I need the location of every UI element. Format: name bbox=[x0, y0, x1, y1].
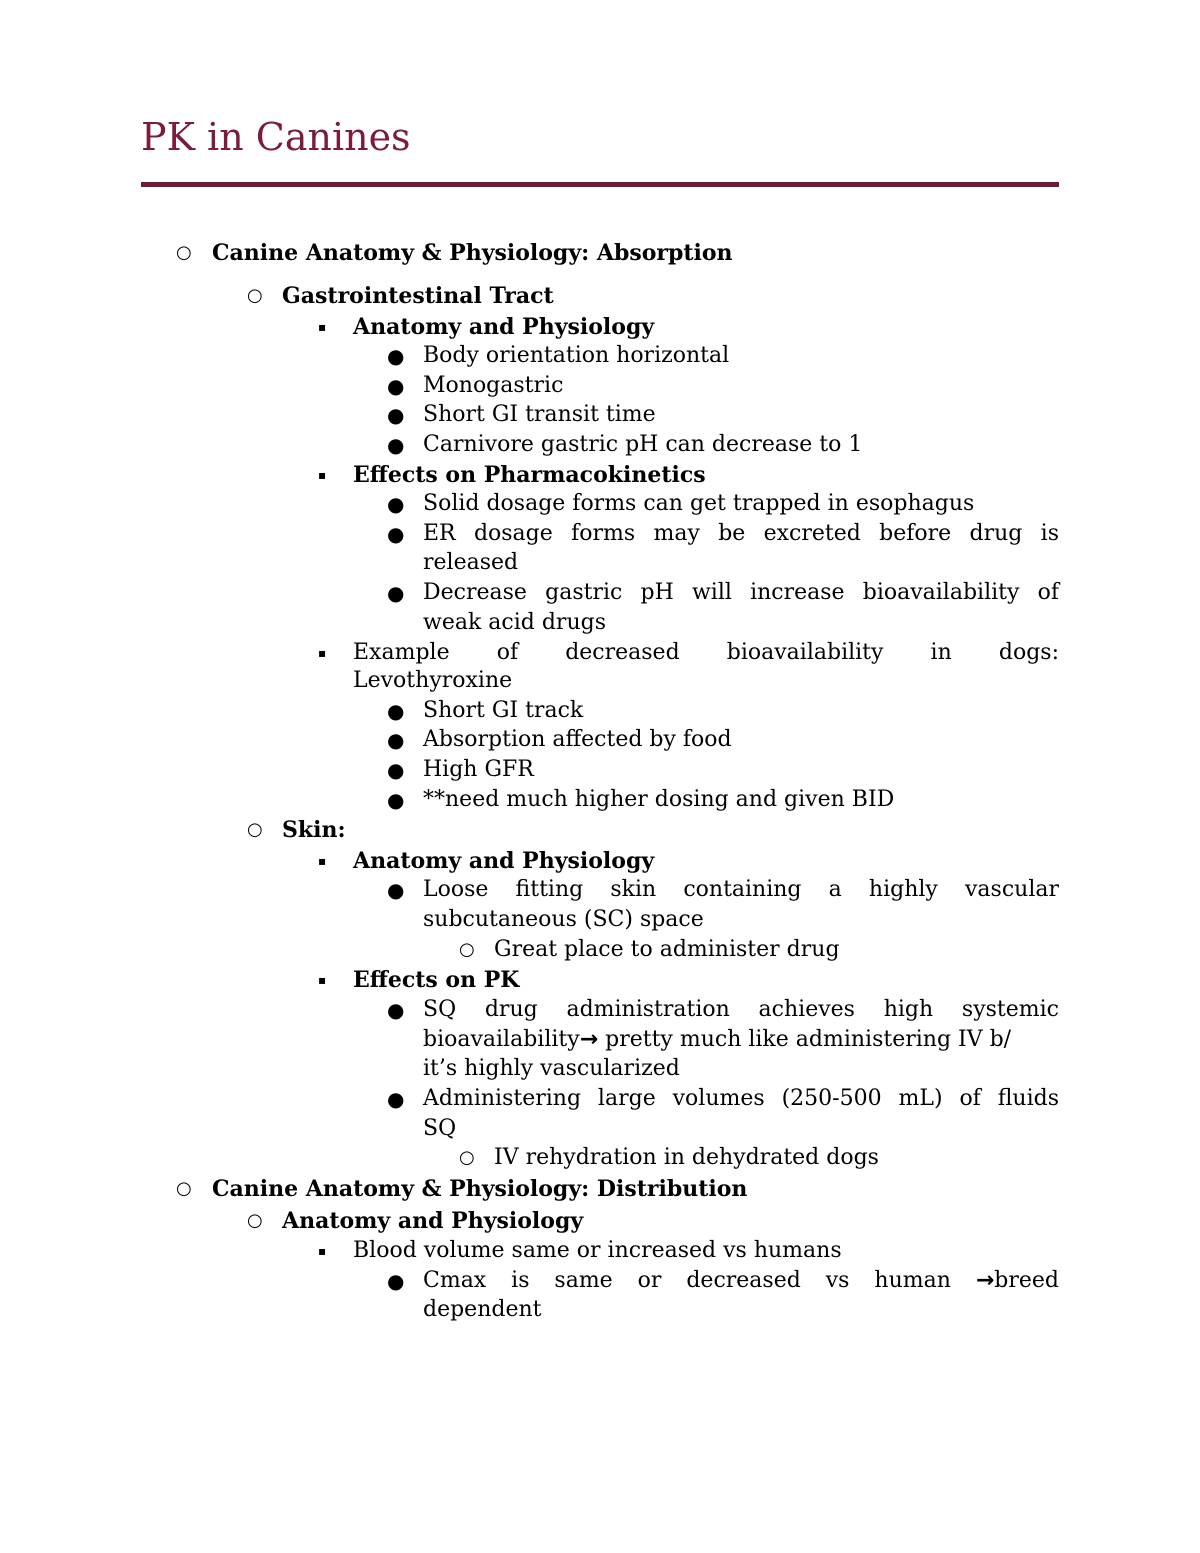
list-item-text: **need much higher dosing and given BID bbox=[423, 787, 895, 812]
circle-bullet-icon: ○ bbox=[247, 819, 263, 840]
list-item-text-part: pretty much like administering IV b/ bbox=[598, 1027, 1012, 1052]
round-bullet-icon: ● bbox=[387, 403, 405, 427]
list-item-text: Blood volume same or increased vs humans bbox=[353, 1238, 842, 1263]
title-divider bbox=[141, 182, 1059, 187]
list-item-text: Solid dosage forms can get trapped in esophagus bbox=[423, 491, 975, 516]
arrow-right-icon: → bbox=[975, 1268, 995, 1293]
list-item-text: Monogastric bbox=[423, 373, 564, 398]
list-item-text: ER dosage forms may be excreted before drug is bbox=[423, 521, 1059, 546]
circle-bullet-icon: ○ bbox=[459, 1147, 475, 1168]
list-item-text bbox=[423, 1266, 1059, 1296]
list-item-text: IV rehydration in dehydrated dogs bbox=[494, 1145, 879, 1170]
subheading-skin: Skin: bbox=[282, 817, 346, 843]
list-item-text: Decrease gastric pH will increase bioavailability of bbox=[423, 580, 1059, 605]
list-item-text-part: breed bbox=[994, 1268, 1059, 1293]
list-item-text: dependent bbox=[423, 1297, 542, 1322]
list-item-text-part: bioavailability bbox=[423, 1027, 580, 1052]
round-bullet-icon: ● bbox=[387, 433, 405, 457]
square-bullet-icon: ▪ bbox=[318, 973, 327, 987]
circle-bullet-icon: ○ bbox=[247, 285, 263, 306]
list-item-text: Absorption affected by food bbox=[423, 727, 732, 752]
subheading-gi-tract: Gastrointestinal Tract bbox=[282, 283, 554, 309]
list-item-text: Short GI transit time bbox=[423, 402, 656, 427]
subheading-anatomy-physiology: Anatomy and Physiology bbox=[353, 848, 655, 874]
list-item-text: Great place to administer drug bbox=[494, 937, 840, 962]
square-bullet-icon: ▪ bbox=[318, 854, 327, 868]
round-bullet-icon: ● bbox=[387, 1269, 405, 1293]
list-item-text: Short GI track bbox=[423, 698, 584, 723]
round-bullet-icon: ● bbox=[387, 522, 405, 546]
round-bullet-icon: ● bbox=[387, 728, 405, 752]
list-item-text: SQ bbox=[423, 1116, 457, 1141]
section-heading-absorption: Canine Anatomy & Physiology: Absorption bbox=[212, 240, 733, 266]
page-title: PK in Canines bbox=[141, 115, 411, 159]
subheading-anatomy-physiology: Anatomy and Physiology bbox=[353, 314, 655, 340]
subheading-effects-pk: Effects on Pharmacokinetics bbox=[353, 462, 706, 488]
list-item-text: it’s highly vascularized bbox=[423, 1056, 680, 1081]
list-item-text: subcutaneous (SC) space bbox=[423, 907, 704, 932]
square-bullet-icon: ▪ bbox=[318, 468, 327, 482]
square-bullet-icon: ▪ bbox=[318, 1244, 327, 1258]
round-bullet-icon: ● bbox=[387, 758, 405, 782]
square-bullet-icon: ▪ bbox=[318, 646, 327, 660]
round-bullet-icon: ● bbox=[387, 788, 405, 812]
list-item-text: SQ drug administration achieves high systemic bbox=[423, 997, 1059, 1022]
square-bullet-icon: ▪ bbox=[318, 320, 327, 334]
list-item-text-part: Cmax is same or decreased vs human bbox=[423, 1268, 976, 1293]
list-item-text bbox=[423, 1025, 1011, 1055]
list-item-text: released bbox=[423, 550, 519, 575]
round-bullet-icon: ● bbox=[387, 699, 405, 723]
circle-bullet-icon: ○ bbox=[459, 939, 475, 960]
round-bullet-icon: ● bbox=[387, 998, 405, 1022]
list-item-text: weak acid drugs bbox=[423, 610, 606, 635]
section-heading-distribution: Canine Anatomy & Physiology: Distribution bbox=[212, 1176, 748, 1202]
subheading-anatomy-physiology: Anatomy and Physiology bbox=[282, 1208, 584, 1234]
subheading-effects-pk: Effects on PK bbox=[353, 967, 520, 993]
list-item-text: Body orientation horizontal bbox=[423, 343, 730, 368]
circle-bullet-icon: ○ bbox=[247, 1210, 263, 1231]
circle-bullet-icon: ○ bbox=[176, 242, 192, 263]
round-bullet-icon: ● bbox=[387, 878, 405, 902]
round-bullet-icon: ● bbox=[387, 374, 405, 398]
example-text: Example of decreased bioavailability in dogs: bbox=[353, 640, 1059, 665]
round-bullet-icon: ● bbox=[387, 581, 405, 605]
list-item-text: High GFR bbox=[423, 757, 534, 782]
example-text: Levothyroxine bbox=[353, 668, 513, 693]
list-item-text: Carnivore gastric pH can decrease to 1 bbox=[423, 432, 863, 457]
round-bullet-icon: ● bbox=[387, 1087, 405, 1111]
round-bullet-icon: ● bbox=[387, 492, 405, 516]
circle-bullet-icon: ○ bbox=[176, 1178, 192, 1199]
list-item-text: Administering large volumes (250-500 mL) of fluids bbox=[423, 1086, 1059, 1111]
round-bullet-icon: ● bbox=[387, 344, 405, 368]
arrow-right-icon: → bbox=[579, 1027, 599, 1052]
list-item-text: Loose fitting skin containing a highly vascular bbox=[423, 877, 1059, 902]
